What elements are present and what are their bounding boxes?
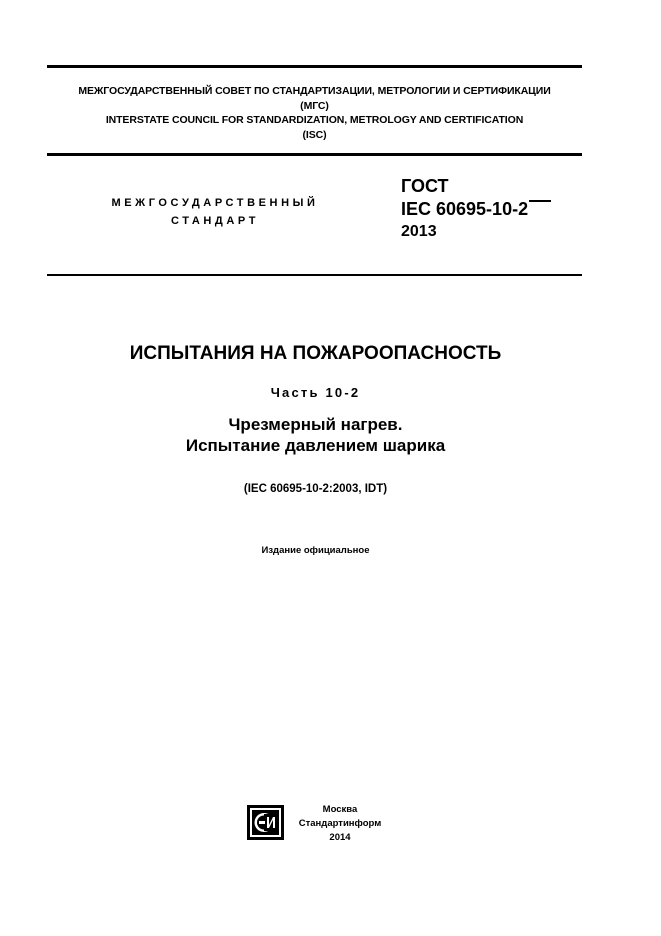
- council-name-ru: МЕЖГОСУДАРСТВЕННЫЙ СОВЕТ ПО СТАНДАРТИЗАЦИИ, МЕТРОЛОГИИ И СЕРТИФИКАЦИИ: [78, 85, 551, 97]
- gost-number: IEC 60695-10-2: [401, 199, 529, 219]
- subtitle-line2: Испытание давлением шарика: [185, 436, 446, 455]
- standartinform-logo-icon: [247, 805, 284, 840]
- gost-label: ГОСТ: [401, 176, 449, 196]
- part-number: Часть 10-2: [270, 385, 361, 400]
- middle-divider: [47, 153, 582, 156]
- publisher-name: Стандартинформ: [298, 818, 382, 829]
- council-name-en: INTERSTATE COUNCIL FOR STANDARDIZATION, METROLOGY AND CERTIFICATION: [105, 114, 524, 127]
- gost-dash: [529, 200, 551, 202]
- council-header: [47, 84, 582, 142]
- iec-reference: (IEC 60695-10-2:2003, IDT): [243, 483, 388, 495]
- document-title: ИСПЫТАНИЯ НА ПОЖАРООПАСНОСТЬ: [129, 343, 502, 364]
- standard-type-line1: МЕЖГОСУДАРСТВЕННЫЙ: [111, 197, 319, 209]
- council-abbr-ru: (МГС): [300, 99, 329, 112]
- gost-year: 2013: [401, 223, 437, 240]
- standard-type: [60, 194, 370, 230]
- publisher-year: 2014: [329, 832, 351, 843]
- standard-type-line2: СТАНДАРТ: [170, 215, 260, 227]
- publisher-city: Москва: [322, 804, 358, 815]
- edition-note: Издание официальное: [261, 545, 370, 556]
- bottom-divider: [47, 274, 582, 276]
- gost-number-line: [401, 197, 551, 221]
- council-abbr-en: (ISC): [302, 128, 327, 141]
- subtitle-line1: Чрезмерный нагрев.: [228, 415, 403, 434]
- document-subtitle: [0, 414, 631, 456]
- gost-designation: [401, 175, 551, 243]
- publisher-info: [292, 803, 388, 845]
- top-divider: [47, 65, 582, 68]
